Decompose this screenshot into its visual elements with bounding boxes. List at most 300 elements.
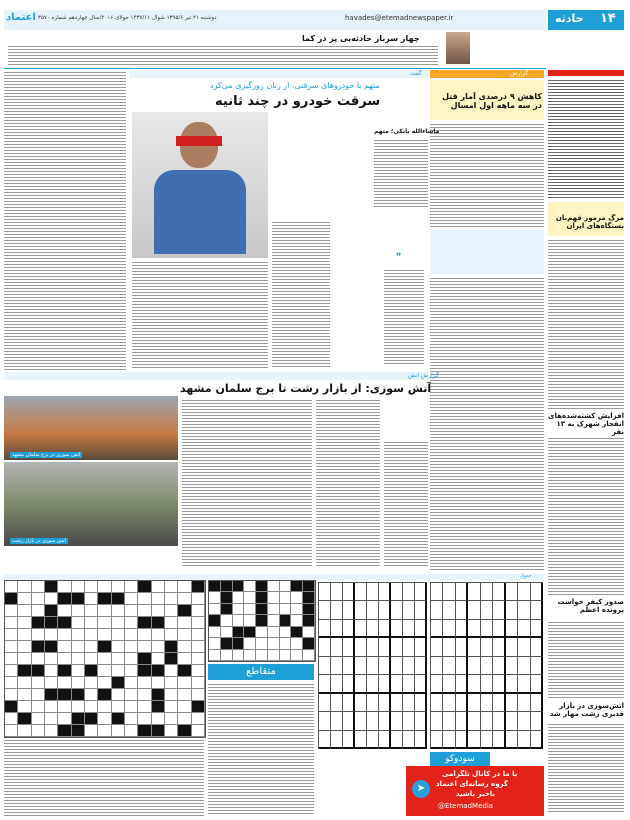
sudoku-cell <box>431 675 443 693</box>
crossword-cell <box>45 725 58 737</box>
sudoku-cell <box>319 712 331 730</box>
crossword-cell <box>32 653 45 665</box>
crossword-cell <box>112 665 125 677</box>
crossword-cell <box>178 725 191 737</box>
crossword-cell <box>32 629 45 641</box>
crossword-cell <box>32 581 45 593</box>
crossword-cell <box>233 615 245 626</box>
sudoku-cell <box>468 694 480 712</box>
sudoku-cell <box>379 712 391 730</box>
sudoku-cell <box>319 675 331 693</box>
crossword-cell <box>192 701 205 713</box>
sudoku-cell <box>518 583 530 601</box>
sudoku-cell <box>443 731 455 749</box>
crossword-cell <box>45 653 58 665</box>
crossword-cell <box>165 581 178 593</box>
crossword-cell <box>45 701 58 713</box>
sudoku-cell <box>355 657 367 675</box>
sudoku-cell <box>391 601 403 619</box>
report-title: کاهش ۹ درصدی آمار قتل در سه ماهه اول امسال <box>442 92 542 110</box>
sudoku-cell <box>456 712 468 730</box>
crossword-cell <box>32 617 45 629</box>
crossword-cell <box>233 592 245 603</box>
crossword-cell <box>72 701 85 713</box>
fire-caption-1: آتش سوزی در برج سلمان مشهد <box>12 452 81 458</box>
crossword-cell <box>45 713 58 725</box>
sudoku-cell <box>456 731 468 749</box>
crossword-cells-small <box>209 581 315 661</box>
crossword-cell <box>32 713 45 725</box>
crossword-grid-small <box>208 580 316 662</box>
sudoku-cell <box>403 583 415 601</box>
sudoku-cell <box>331 657 343 675</box>
fire-text-2 <box>316 398 380 566</box>
sudoku-cell <box>367 712 379 730</box>
sudoku-cell <box>331 731 343 749</box>
crossword-cell <box>256 650 268 661</box>
telegram-icon: ➤ <box>412 780 430 798</box>
crossword-cell <box>18 581 31 593</box>
crossword-cell <box>221 615 233 626</box>
crossword-cell <box>178 701 191 713</box>
crossword-cell <box>5 701 18 713</box>
sudoku-cell <box>531 675 543 693</box>
sudoku-cell <box>367 620 379 638</box>
crossword-cell <box>112 713 125 725</box>
sudoku-cell <box>319 601 331 619</box>
crossword-cell <box>303 592 315 603</box>
crossword-cell <box>125 629 138 641</box>
crossword-cell <box>178 713 191 725</box>
sudoku-cell <box>518 675 530 693</box>
sudoku-cell <box>379 620 391 638</box>
sudoku-cell <box>481 712 493 730</box>
short-news-header <box>548 70 624 76</box>
crossword-cell <box>268 638 280 649</box>
page-number: ۱۴ <box>600 11 616 26</box>
crossword-cell <box>138 581 151 593</box>
sudoku-cell <box>391 731 403 749</box>
crossword-cell <box>112 701 125 713</box>
crossword-cell <box>98 725 111 737</box>
sudoku-cell <box>431 694 443 712</box>
sudoku-cell <box>367 601 379 619</box>
sudoku-cell <box>379 601 391 619</box>
sudoku-cell <box>415 712 427 730</box>
sudoku-cell <box>343 731 355 749</box>
sudoku-cell <box>379 657 391 675</box>
crossword-cell <box>138 641 151 653</box>
sudoku-cell <box>456 601 468 619</box>
crossword-cell <box>165 617 178 629</box>
crossword-cell <box>5 725 18 737</box>
telegram-line2: گروه رسانه‌ای اعتماد <box>436 780 508 788</box>
sudoku-cell <box>506 620 518 638</box>
sudoku-cell <box>343 583 355 601</box>
crossword-cell <box>209 592 221 603</box>
fire-text-3 <box>384 440 428 566</box>
right-col-text-2 <box>548 436 624 596</box>
sudoku-cell <box>456 638 468 656</box>
crossword-cell <box>291 650 303 661</box>
sudoku-cell <box>518 731 530 749</box>
sudoku-cell <box>506 657 518 675</box>
crossword-cell <box>268 615 280 626</box>
crossword-cell <box>18 629 31 641</box>
crossword-cell <box>125 593 138 605</box>
crossword-cell <box>112 677 125 689</box>
crossword-cell <box>98 713 111 725</box>
sudoku-cell <box>403 638 415 656</box>
crossword-cell <box>98 701 111 713</box>
crossword-cell <box>85 617 98 629</box>
section-title: حادثه <box>555 12 584 25</box>
crossword-cell <box>138 689 151 701</box>
telegram-handle[interactable]: @EtemadMedia <box>438 802 494 810</box>
crossword-cell <box>152 677 165 689</box>
sudoku-cell <box>431 583 443 601</box>
crossword-cell <box>192 617 205 629</box>
crossword-cell <box>32 701 45 713</box>
crossword-cell <box>125 677 138 689</box>
sudoku-cell <box>518 657 530 675</box>
crossword-cell <box>152 617 165 629</box>
crossword-cell <box>256 627 268 638</box>
crossword-cell <box>125 653 138 665</box>
brand-logo: اعتماد <box>6 12 36 23</box>
sudoku-cell <box>355 583 367 601</box>
crossword-cell <box>138 725 151 737</box>
fire-label: گزارش آتش <box>408 372 439 379</box>
crossword-cell <box>112 689 125 701</box>
sudoku-cell <box>331 638 343 656</box>
sudoku-cell <box>415 583 427 601</box>
crossword-cell <box>58 725 71 737</box>
crossword-cell <box>138 665 151 677</box>
crossword-cell <box>32 725 45 737</box>
crossword-cell <box>85 725 98 737</box>
crossword-cell <box>5 605 18 617</box>
sudoku-cell <box>355 601 367 619</box>
crossword-cell <box>178 641 191 653</box>
sudoku-cell <box>355 638 367 656</box>
crossword-cell <box>280 615 292 626</box>
sudoku-grid-right <box>430 582 543 749</box>
sudoku-cell <box>468 712 480 730</box>
crossword-cell <box>178 581 191 593</box>
sudoku-cell <box>355 620 367 638</box>
story4-title: آتش‌سوزی در بازار قدیری رشت مهار شد <box>549 702 624 718</box>
main-text-2 <box>272 220 330 368</box>
crossword-cell <box>138 701 151 713</box>
crossword-cell <box>244 592 256 603</box>
sudoku-cell <box>493 583 505 601</box>
crossword-cell <box>152 713 165 725</box>
crossword-cell <box>268 581 280 592</box>
crossword-cell <box>256 581 268 592</box>
crossword-cell <box>178 665 191 677</box>
right-col-text-4 <box>548 722 624 814</box>
sudoku-cell <box>391 675 403 693</box>
suspect-body <box>154 170 246 254</box>
sudoku-grid-left <box>318 582 427 749</box>
crossword-cell <box>45 677 58 689</box>
sudoku-cell <box>518 620 530 638</box>
crossword-cell <box>18 653 31 665</box>
crossword-cell <box>125 617 138 629</box>
sudoku-cell <box>391 620 403 638</box>
sudoku-cell <box>481 620 493 638</box>
sudoku-cell <box>355 675 367 693</box>
sudoku-cell <box>431 657 443 675</box>
crossword-cell <box>178 605 191 617</box>
crossword-cell <box>209 627 221 638</box>
crossword-cell <box>192 725 205 737</box>
sudoku-cell <box>319 638 331 656</box>
sudoku-cell <box>468 601 480 619</box>
crossword-cell <box>125 701 138 713</box>
sudoku-title: سودوکو <box>430 752 490 766</box>
crossword-cell <box>152 689 165 701</box>
crossword-cell <box>58 677 71 689</box>
crossword-cell <box>58 653 71 665</box>
story3-title: صدور کیفر خواست پرونده اعظم <box>557 598 624 614</box>
crossword-cell <box>18 665 31 677</box>
sudoku-cell <box>367 657 379 675</box>
fire-photo-1 <box>4 396 178 460</box>
crossword-cell <box>192 713 205 725</box>
crossword-cell <box>85 665 98 677</box>
crossword-cell <box>138 617 151 629</box>
sudoku-cell <box>443 638 455 656</box>
crossword-cell <box>112 641 125 653</box>
main-story-tag <box>130 70 428 78</box>
crossword-cell <box>280 592 292 603</box>
sudoku-cell <box>468 731 480 749</box>
crossword-cell <box>138 653 151 665</box>
crossword-cell <box>165 641 178 653</box>
sudoku-cell <box>379 731 391 749</box>
sudoku-cell <box>319 731 331 749</box>
sudoku-cell <box>367 694 379 712</box>
sudoku-cell <box>415 620 427 638</box>
crossword-cell <box>45 689 58 701</box>
right-col-text-1 <box>548 238 624 410</box>
crossword-cell <box>244 581 256 592</box>
crossword-cell <box>209 581 221 592</box>
fire-photo-2 <box>4 462 178 546</box>
crossword-cell <box>192 665 205 677</box>
sudoku-cell <box>493 712 505 730</box>
sudoku-cell <box>391 583 403 601</box>
crossword-cell <box>125 665 138 677</box>
crossword-cell <box>268 592 280 603</box>
sudoku-cell <box>415 731 427 749</box>
sudoku-cell <box>518 638 530 656</box>
crossword-cell <box>291 627 303 638</box>
suspect-photo <box>132 112 268 258</box>
crossword-cell <box>98 641 111 653</box>
crossword-cell <box>192 629 205 641</box>
crossword-cell <box>280 604 292 615</box>
crossword-cell <box>58 629 71 641</box>
crossword-cell <box>152 701 165 713</box>
sudoku-cell <box>403 657 415 675</box>
sudoku-cell <box>531 620 543 638</box>
sudoku-cell <box>343 657 355 675</box>
sudoku-cell <box>431 638 443 656</box>
columnist-headline: چهار سرباز حادثه‌یی پز در کما <box>302 34 420 43</box>
crossword-cell <box>32 593 45 605</box>
sudoku-cell <box>415 638 427 656</box>
sudoku-cell <box>319 620 331 638</box>
sudoku-cell <box>531 638 543 656</box>
crossword-cell <box>58 605 71 617</box>
crossword-cell <box>125 689 138 701</box>
crossword-cell <box>192 653 205 665</box>
sudoku-cell <box>343 620 355 638</box>
crossword-cell <box>152 653 165 665</box>
sudoku-cell <box>355 694 367 712</box>
report-text-1 <box>430 122 544 228</box>
fire-caption-2: آتش سوزی در بازار رشت <box>12 538 66 544</box>
sudoku-cell <box>506 694 518 712</box>
crossword-cell <box>268 650 280 661</box>
sudoku-cell <box>403 694 415 712</box>
crossword-cell <box>165 677 178 689</box>
sudoku-cell <box>319 583 331 601</box>
crossword-cell <box>192 593 205 605</box>
report-label: گزارش <box>510 70 529 77</box>
crossword-cell <box>98 593 111 605</box>
crossword-cell <box>233 650 245 661</box>
sudoku-cell <box>403 712 415 730</box>
crossword-grid-large <box>4 580 206 738</box>
crossword-cell <box>221 604 233 615</box>
crossword-cell <box>152 581 165 593</box>
crossword-cell <box>165 713 178 725</box>
crossword-cell <box>112 653 125 665</box>
crossword-cell <box>58 593 71 605</box>
crossword-cell <box>178 593 191 605</box>
crossword-cell <box>244 638 256 649</box>
crossword-cell <box>5 677 18 689</box>
side-title: ماشاءالله بانکی؛ متهم <box>374 128 440 135</box>
crossword-cell <box>45 581 58 593</box>
censor-bar <box>176 136 222 146</box>
crossword-cell <box>85 677 98 689</box>
crossword-cell <box>45 629 58 641</box>
sudoku-cell <box>456 657 468 675</box>
sudoku-cell <box>506 712 518 730</box>
crossword-cell <box>221 638 233 649</box>
crossword-cell <box>244 604 256 615</box>
crossword-cell <box>5 617 18 629</box>
crossword-cell <box>291 604 303 615</box>
crossword-cell <box>85 593 98 605</box>
crossword-cell <box>5 689 18 701</box>
crossword-cell <box>138 593 151 605</box>
left-story-text <box>4 70 126 370</box>
crossword-cell <box>178 617 191 629</box>
dateline: دوشنبه ۲۱ تیر ۱۳۹۵/۶ شوال ۱۴۳۷/۱۱ جولای ۲۰۱۶/سال چهاردهم شماره ۳۵۷۰ <box>38 15 217 21</box>
crossword-cell <box>233 638 245 649</box>
sudoku-cell <box>531 583 543 601</box>
crossword-cell <box>58 581 71 593</box>
crossword-cell <box>18 725 31 737</box>
crossword-cell <box>112 593 125 605</box>
crossword-cell <box>192 641 205 653</box>
crossword-cell <box>45 617 58 629</box>
crossword-cell <box>58 641 71 653</box>
crossword-cell <box>72 617 85 629</box>
crossword-cell <box>85 605 98 617</box>
crossword-cell <box>152 605 165 617</box>
crossword-cell <box>112 725 125 737</box>
sudoku-cell <box>415 601 427 619</box>
crossword-cell <box>221 650 233 661</box>
crossword-cell <box>209 615 221 626</box>
crossword-cell <box>85 713 98 725</box>
sudoku-cell <box>481 657 493 675</box>
sudoku-cell <box>481 638 493 656</box>
puzzle-label: جدول <box>520 573 532 579</box>
crossword-cell <box>192 689 205 701</box>
feature-box-title: مرگ مرموز فهم‌بان بستگاه‌های ایران <box>555 214 624 230</box>
crossword-cell <box>209 604 221 615</box>
crossword-cell <box>125 641 138 653</box>
crossword-cell <box>209 638 221 649</box>
crossword-cell <box>233 581 245 592</box>
short-news-text <box>548 78 624 200</box>
crossword-cell <box>112 605 125 617</box>
sudoku-cell <box>319 657 331 675</box>
quote-icon: ❞ <box>396 252 402 263</box>
sudoku-cell <box>443 675 455 693</box>
sudoku-cell <box>331 583 343 601</box>
sudoku-cell <box>468 620 480 638</box>
crossword-cell <box>98 677 111 689</box>
sudoku-cell <box>481 583 493 601</box>
sudoku-cell <box>331 675 343 693</box>
sudoku-cell <box>506 675 518 693</box>
crossword-cell <box>85 581 98 593</box>
crossword-cell <box>165 593 178 605</box>
crossword-cell <box>303 650 315 661</box>
telegram-line3: باخبر باشید <box>456 790 495 798</box>
sudoku-cell <box>468 675 480 693</box>
crossword-clues-2 <box>208 682 314 816</box>
crossword-cell <box>165 701 178 713</box>
crossword-cell <box>138 605 151 617</box>
sudoku-cell <box>531 694 543 712</box>
sudoku-cell <box>481 731 493 749</box>
story2-title: افزایش کشته‌شده‌های انفجار شهرک به ۱۳ نفر <box>548 412 624 436</box>
sudoku-cell <box>331 620 343 638</box>
crossword-cell <box>112 617 125 629</box>
sudoku-cell <box>443 657 455 675</box>
sudoku-cell <box>415 694 427 712</box>
crossword-cell <box>98 581 111 593</box>
sudoku-cell <box>415 657 427 675</box>
crossword-cell <box>125 605 138 617</box>
sudoku-cell <box>518 694 530 712</box>
sudoku-cell <box>367 583 379 601</box>
crossword-cell <box>58 617 71 629</box>
sudoku-cell <box>391 657 403 675</box>
sudoku-cell <box>493 620 505 638</box>
crossword-cell <box>18 677 31 689</box>
